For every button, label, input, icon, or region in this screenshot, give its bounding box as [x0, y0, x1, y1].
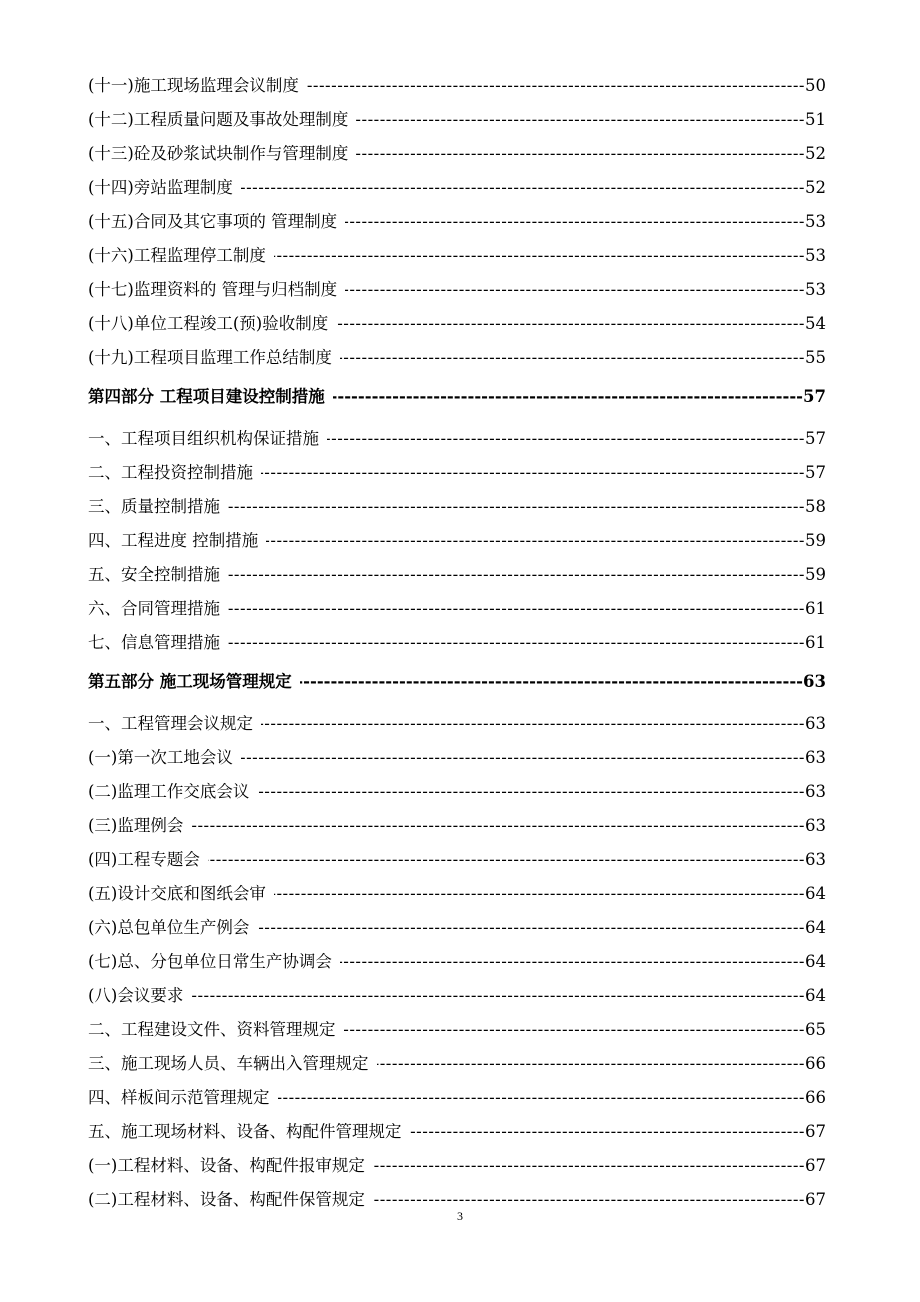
- toc-entry-page: 57: [805, 463, 826, 482]
- toc-entry-page: 52: [805, 144, 826, 163]
- toc-entry-title: (十七)监理资料的 管理与归档制度: [88, 280, 338, 299]
- toc-dot-leader: [373, 1156, 805, 1176]
- toc-entry[interactable]: [88, 273, 826, 307]
- toc-entry[interactable]: [88, 1149, 826, 1183]
- toc-entry-page: 64: [805, 986, 826, 1005]
- toc-entry-page: 57: [803, 387, 826, 406]
- toc-entry[interactable]: [88, 1115, 826, 1149]
- toc-entry-title: (十五)合同及其它事项的 管理制度: [88, 212, 338, 231]
- toc-entry-page: 57: [805, 429, 826, 448]
- toc-entry-page: 53: [805, 246, 826, 265]
- page-number: 3: [457, 1209, 463, 1223]
- toc-entry-page: 59: [805, 531, 826, 550]
- toc-entry[interactable]: [88, 741, 826, 775]
- toc-entry-title: (一)第一次工地会议: [88, 748, 233, 767]
- toc-entry[interactable]: [88, 558, 826, 592]
- toc-entry-title: (一)工程材料、设备、构配件报审规定: [88, 1156, 365, 1175]
- toc-entry-title: 一、工程项目组织机构保证措施: [88, 429, 319, 448]
- toc-dot-leader: [340, 348, 805, 368]
- toc-entry-title: 四、样板间示范管理规定: [88, 1088, 270, 1107]
- toc-entry-title: (五)设计交底和图纸会审: [88, 884, 266, 903]
- toc-entry-title: (十八)单位工程竣工(预)验收制度: [88, 314, 329, 333]
- toc-dot-leader: [356, 144, 805, 164]
- toc-entry-title: (二)监理工作交底会议: [88, 782, 250, 801]
- toc-dot-leader: [228, 633, 805, 653]
- toc-entry-page: 58: [805, 497, 826, 516]
- toc-entry[interactable]: [88, 626, 826, 660]
- toc-entry[interactable]: [88, 103, 826, 137]
- toc-entry-page: 63: [805, 782, 826, 801]
- toc-entry[interactable]: [88, 1081, 826, 1115]
- toc-dot-leader: [266, 531, 805, 551]
- toc-entry[interactable]: [88, 341, 826, 375]
- toc-section-heading[interactable]: [88, 662, 826, 702]
- toc-entry-page: 53: [805, 212, 826, 231]
- toc-entry-title: 第五部分 施工现场管理规定: [88, 672, 292, 691]
- toc-entry-title: 三、质量控制措施: [88, 497, 220, 516]
- toc-entry-page: 63: [805, 850, 826, 869]
- toc-entry-title: 七、信息管理措施: [88, 633, 220, 652]
- toc-entry-title: (十四)旁站监理制度: [88, 178, 233, 197]
- toc-entry-page: 63: [803, 672, 826, 691]
- toc-entry-title: 二、工程投资控制措施: [88, 463, 253, 482]
- toc-entry[interactable]: [88, 979, 826, 1013]
- toc-entry-title: (八)会议要求: [88, 986, 184, 1005]
- toc-entry[interactable]: [88, 456, 826, 490]
- toc-entry[interactable]: [88, 490, 826, 524]
- toc-entry[interactable]: [88, 69, 826, 103]
- toc-entry[interactable]: [88, 205, 826, 239]
- toc-entry-page: 66: [805, 1054, 826, 1073]
- toc-entry-page: 66: [805, 1088, 826, 1107]
- toc-entry-page: 61: [805, 633, 826, 652]
- toc-dot-leader: [344, 1020, 806, 1040]
- toc-entry-page: 67: [805, 1190, 826, 1209]
- toc-entry[interactable]: [88, 809, 826, 843]
- toc-dot-leader: [241, 748, 805, 768]
- toc-entry-title: 第四部分 工程项目建设控制措施: [88, 387, 325, 406]
- toc-dot-leader: [340, 952, 805, 972]
- toc-entry-title: (十九)工程项目监理工作总结制度: [88, 348, 332, 367]
- toc-entry-title: (十六)工程监理停工制度: [88, 246, 266, 265]
- toc-entry-page: 63: [805, 816, 826, 835]
- toc-entry-title: (三)监理例会: [88, 816, 184, 835]
- toc-dot-leader: [257, 918, 805, 938]
- toc-entry-page: 52: [805, 178, 826, 197]
- toc-dot-leader: [307, 76, 805, 96]
- toc-entry-page: 63: [805, 714, 826, 733]
- toc-dot-leader: [228, 565, 805, 585]
- toc-entry[interactable]: [88, 171, 826, 205]
- toc-dot-leader: [377, 1054, 806, 1074]
- toc-dot-leader: [274, 884, 805, 904]
- toc-entry-page: 64: [805, 918, 826, 937]
- toc-entry-page: 64: [805, 952, 826, 971]
- toc-dot-leader: [261, 463, 805, 483]
- toc-entry-page: 51: [805, 110, 826, 129]
- toc-dot-leader: [257, 782, 805, 802]
- toc-entry-title: (七)总、分包单位日常生产协调会: [88, 952, 332, 971]
- toc-entry-title: 一、工程管理会议规定: [88, 714, 253, 733]
- toc-entry[interactable]: [88, 524, 826, 558]
- toc-entry[interactable]: [88, 307, 826, 341]
- toc-dot-leader: [241, 178, 805, 198]
- toc-section-heading[interactable]: [88, 377, 826, 417]
- toc-entry-title: (二)工程材料、设备、构配件保管规定: [88, 1190, 365, 1209]
- toc-dot-leader: [300, 672, 803, 692]
- toc-entry-page: 63: [805, 748, 826, 767]
- toc-dot-leader: [228, 599, 805, 619]
- toc-entry-title: 三、施工现场人员、车辆出入管理规定: [88, 1054, 369, 1073]
- toc-entry-title: 六、合同管理措施: [88, 599, 220, 618]
- toc-dot-leader: [274, 246, 805, 266]
- toc-entry-page: 59: [805, 565, 826, 584]
- toc-entry-title: (十三)砼及砂浆试块制作与管理制度: [88, 144, 349, 163]
- toc-entry[interactable]: [88, 877, 826, 911]
- toc-entry[interactable]: [88, 945, 826, 979]
- toc-dot-leader: [278, 1088, 806, 1108]
- toc-dot-leader: [410, 1122, 806, 1142]
- toc-entry-page: 61: [805, 599, 826, 618]
- toc-entry-title: (十一)施工现场监理会议制度: [88, 76, 299, 95]
- toc-entry-page: 53: [805, 280, 826, 299]
- toc-entry-title: (十二)工程质量问题及事故处理制度: [88, 110, 349, 129]
- toc-entry-title: (四)工程专题会: [88, 850, 200, 869]
- toc-entry[interactable]: [88, 592, 826, 626]
- toc-dot-leader: [208, 850, 805, 870]
- toc-dot-leader: [261, 714, 805, 734]
- toc-dot-leader: [345, 212, 805, 232]
- toc-entry[interactable]: [88, 1047, 826, 1081]
- toc-entry-page: 67: [805, 1156, 826, 1175]
- toc-dot-leader: [336, 314, 805, 334]
- toc-entry[interactable]: [88, 239, 826, 273]
- toc-dot-leader: [345, 280, 805, 300]
- toc-entry[interactable]: [88, 775, 826, 809]
- toc-dot-leader: [191, 986, 805, 1006]
- toc-dot-leader: [333, 387, 803, 407]
- toc-dot-leader: [373, 1190, 805, 1210]
- toc-entry-title: 五、安全控制措施: [88, 565, 220, 584]
- toc-entry-page: 67: [805, 1122, 826, 1141]
- toc-entry-title: 四、工程进度 控制措施: [88, 531, 259, 550]
- toc-entry[interactable]: [88, 707, 826, 741]
- toc-entry-page: 65: [805, 1020, 826, 1039]
- toc-entry[interactable]: [88, 137, 826, 171]
- toc-entry[interactable]: [88, 843, 826, 877]
- table-of-contents: [88, 69, 826, 1217]
- toc-dot-leader: [191, 816, 805, 836]
- toc-entry[interactable]: [88, 911, 826, 945]
- toc-entry-title: 五、施工现场材料、设备、构配件管理规定: [88, 1122, 402, 1141]
- toc-entry[interactable]: [88, 1013, 826, 1047]
- toc-dot-leader: [327, 429, 805, 449]
- toc-entry-page: 55: [805, 348, 826, 367]
- toc-entry-title: 二、工程建设文件、资料管理规定: [88, 1020, 336, 1039]
- toc-entry-page: 50: [805, 76, 826, 95]
- toc-dot-leader: [228, 497, 805, 517]
- toc-entry-title: (六)总包单位生产例会: [88, 918, 250, 937]
- toc-entry[interactable]: [88, 422, 826, 456]
- toc-dot-leader: [356, 110, 805, 130]
- toc-entry-page: 64: [805, 884, 826, 903]
- toc-entry-page: 54: [805, 314, 826, 333]
